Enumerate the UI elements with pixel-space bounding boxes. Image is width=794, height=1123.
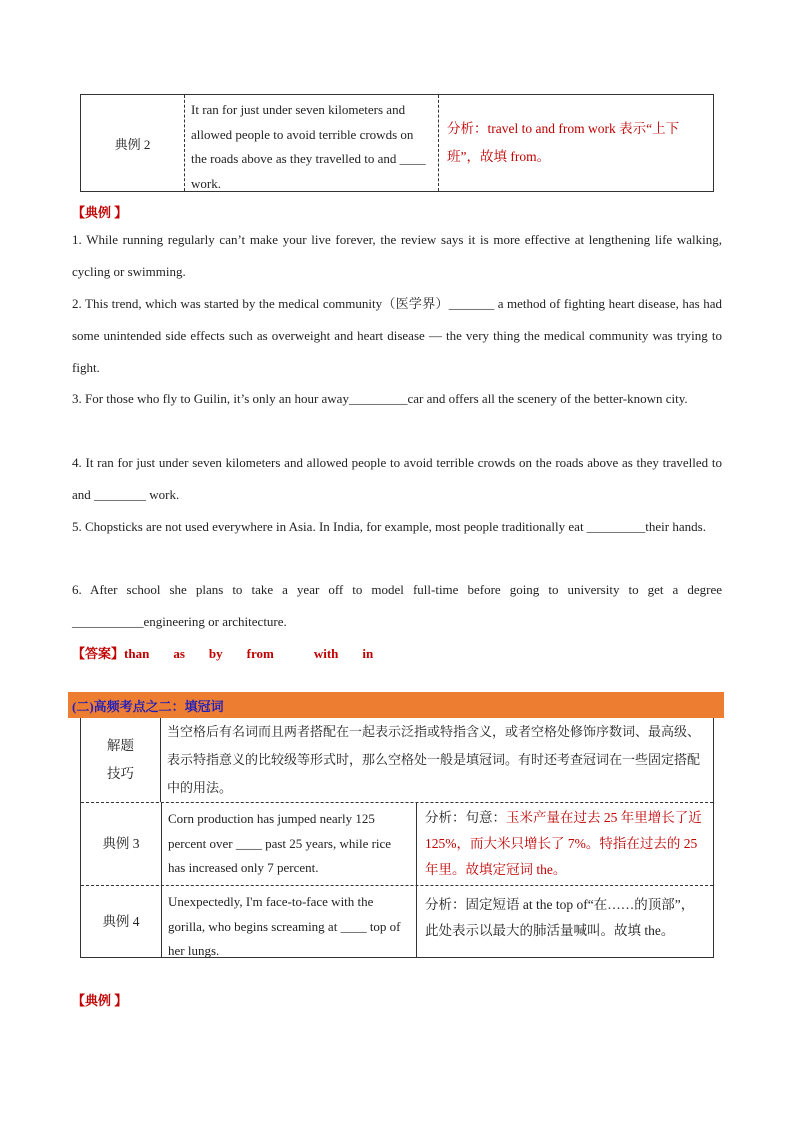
answer-word: in	[362, 646, 374, 661]
example-analysis	[417, 886, 713, 957]
answer-word: with	[313, 646, 339, 661]
question-1: 1. While running regularly can’t make your live forever, the review says it is more effective at lengthening life walking, cycling or swimming.	[72, 232, 722, 279]
answer-word: as	[173, 646, 185, 661]
question-3: 3. For those who fly to Guilin, it’s only an hour away_________car and offers all the scenery of the better-known city.	[72, 391, 688, 406]
example-sentence: It ran for just under seven kilometers and allowed people to avoid terrible crowds on the roads above as they travelled to and ____ work.	[185, 95, 439, 191]
question-5: 5. Chopsticks are not used everywhere in Asia. In India, for example, most people traditionally eat _________their hands.	[72, 519, 706, 534]
answer-word: from	[246, 646, 274, 661]
example-analysis	[417, 803, 713, 885]
section-header-title: (二)高频考点之二：填冠词	[72, 699, 224, 714]
example-sentence: Corn production has jumped nearly 125 percent over ____ past 25 years, while rice has increased only 7 percent.	[162, 803, 417, 885]
analysis-prefix: 分析：固定短语	[425, 897, 523, 912]
question-4: 4. It ran for just under seven kilometers and allowed people to avoid terrible crowds on the roads above as they travelled to and ________ work.	[72, 455, 722, 502]
tip-row	[81, 718, 713, 803]
answer-line	[72, 643, 397, 662]
analysis-detail: at the top of“在……的顶部”，此处表示以最大的肺活量喊叫。故填 the。	[425, 897, 695, 938]
example-row-3	[81, 803, 713, 886]
answer-label: 【答案】	[72, 646, 125, 661]
answer-word: than	[124, 646, 150, 661]
example-table-1	[80, 94, 714, 192]
example-label: 典例 4	[81, 886, 162, 957]
example-sentence: Unexpectedly, I'm face-to-face with the gorilla, who begins screaming at ____ top of her lungs.	[162, 886, 417, 957]
analysis-prefix: 分析：句意：	[425, 810, 506, 825]
question-6: 6. After school she plans to take a year off to model full-time before going to university to get a degree ___________engineering or architecture.	[72, 582, 722, 629]
example-row-4	[81, 886, 713, 958]
answer-word: by	[208, 646, 223, 661]
section-header-bar	[68, 692, 724, 718]
analysis-detail: 玉米产量在过去 25 年里增长了近 125%，而大米只增长了 7%。特指在过去的 25 年里。故填定冠词 the。	[425, 810, 702, 877]
example-table-2	[80, 718, 714, 958]
example-label: 典例 3	[81, 803, 162, 885]
section-tag-examples-2: 【典例 】	[72, 993, 128, 1008]
tip-label: 解题技巧	[81, 718, 161, 802]
example-label: 典例 2	[81, 95, 185, 191]
example-analysis: 分析：travel to and from work 表示“上下班”，故填 from。	[447, 121, 680, 164]
question-2: 2. This trend, which was started by the medical community（医学界）_______ a method of fighting heart disease, has had some unintended side effects such as overweight and heart disease — the very thing the medical community was trying to fight.	[72, 296, 722, 375]
section-tag-examples: 【典例 】	[72, 205, 128, 220]
tip-text: 当空格后有名词而且两者搭配在一起表示泛指或特指含义，或者空格处修饰序数词、最高级、表示特指意义的比较级等形式时，那么空格处一般是填冠词。有时还考查冠词在一些固定搭配中的用法。	[167, 725, 701, 796]
